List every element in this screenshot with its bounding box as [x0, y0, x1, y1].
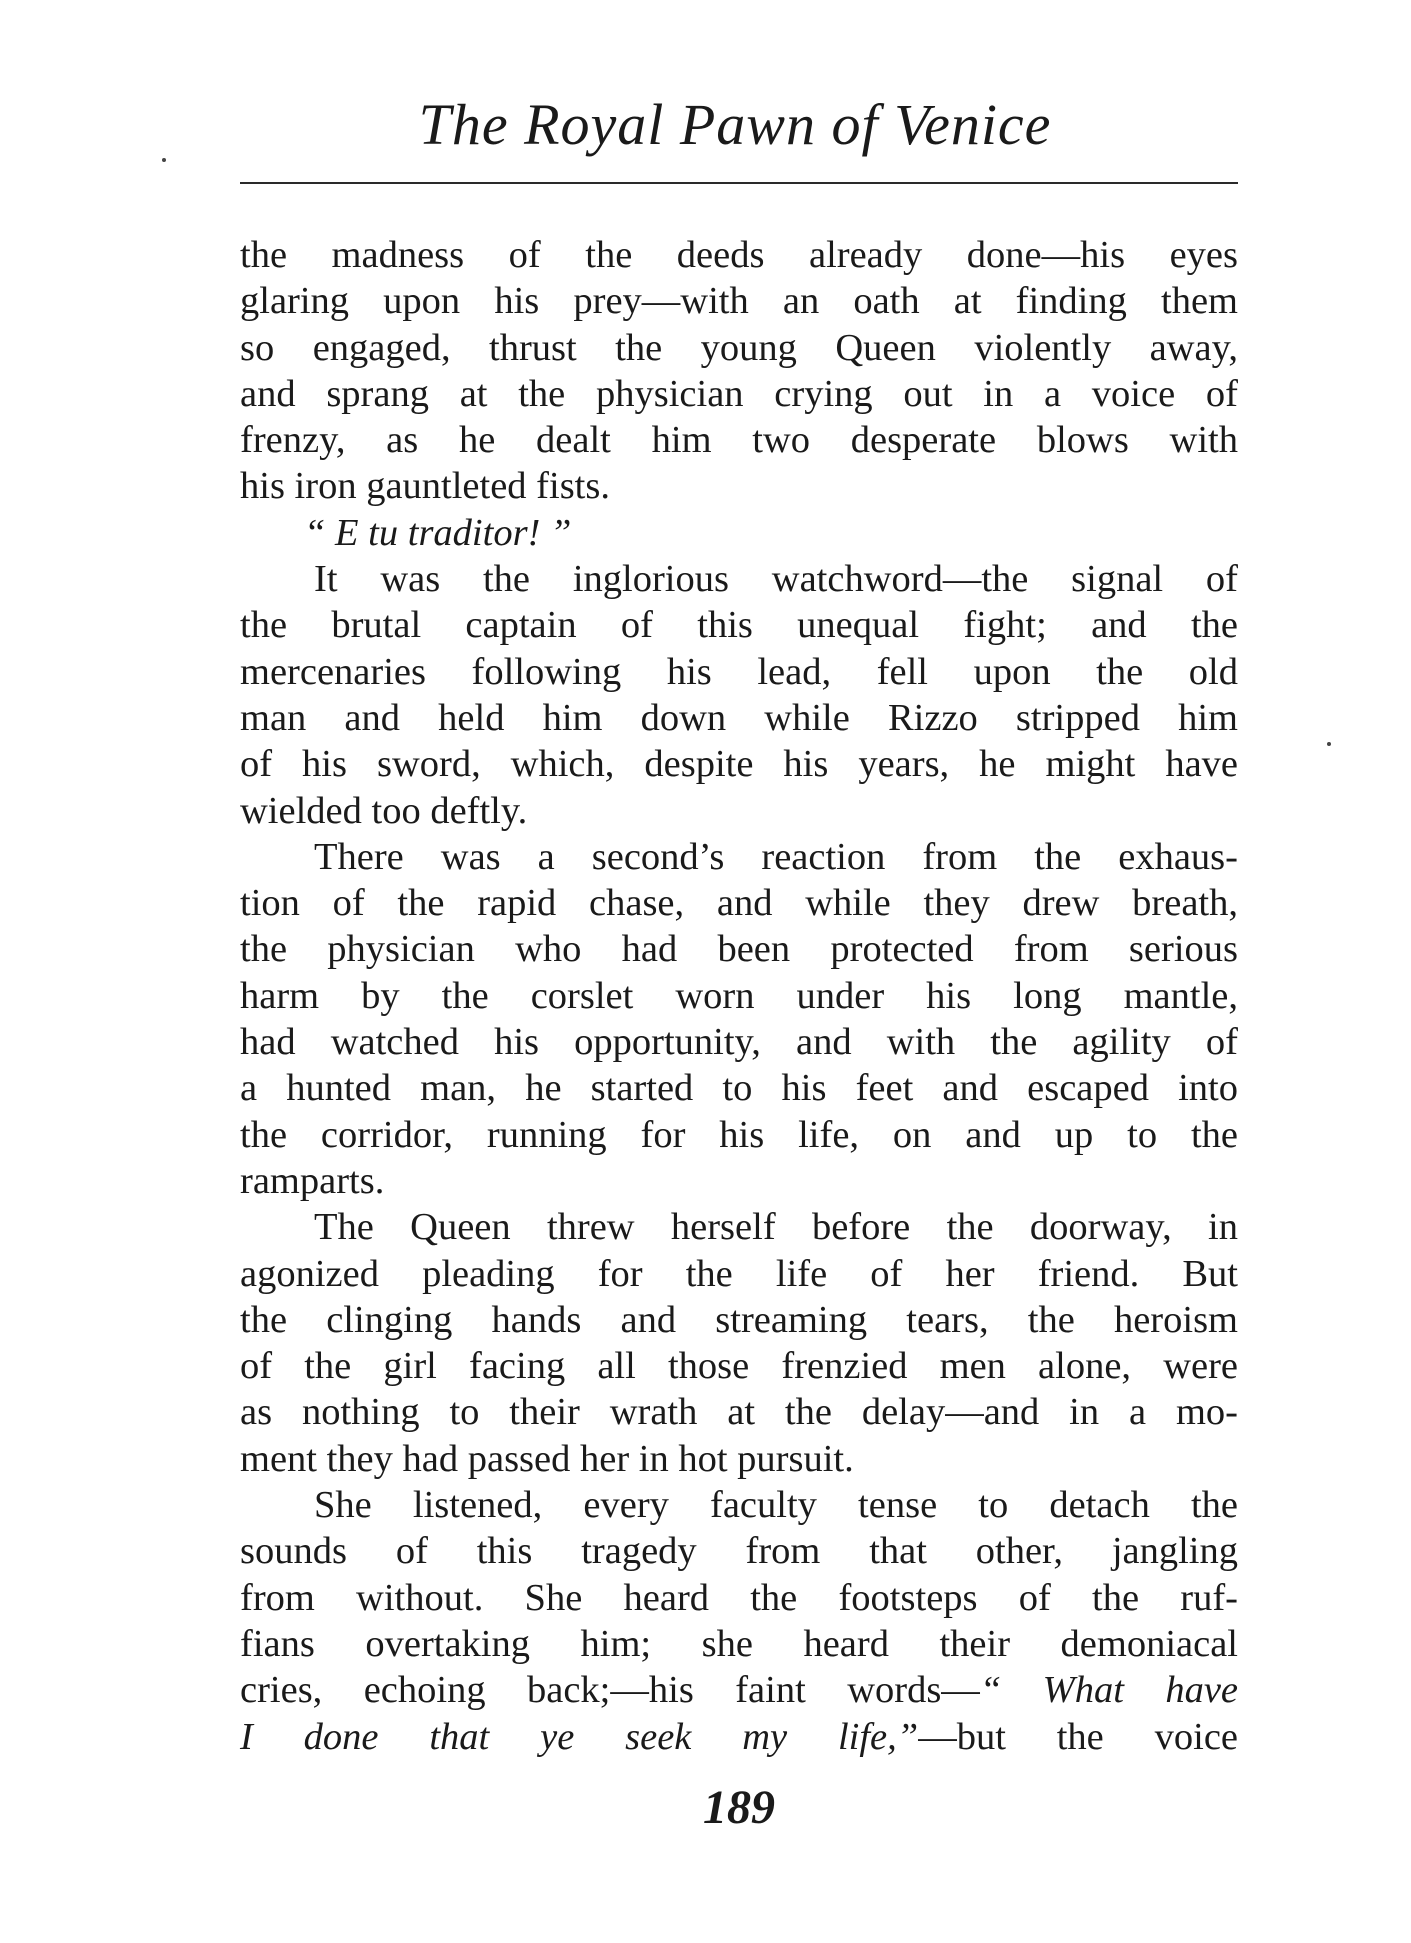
- text-line: of the girl facing all those frenzied men alone, were: [240, 1345, 1238, 1388]
- text-line: his iron gauntleted fists.: [240, 465, 610, 508]
- text-line: mercenaries following his lead, fell upon the old: [240, 650, 1238, 693]
- text-line: sounds of this tragedy from that other, jangling: [240, 1530, 1238, 1573]
- text-line-mixed: [240, 1667, 1238, 1713]
- text-line: agonized pleading for the life of her friend. But: [240, 1252, 1238, 1295]
- quoted-exclamation: “ E tu traditor! ”: [304, 511, 572, 554]
- text-line: tion of the rapid chase, and while they drew breath,: [240, 882, 1238, 925]
- text-line: harm by the corslet worn under his long mantle,: [240, 974, 1238, 1017]
- text-line: of his sword, which, despite his years, he might have: [240, 743, 1238, 786]
- text-line: the brutal captain of this unequal fight; and the: [240, 604, 1238, 647]
- text-line: from without. She heard the footsteps of the ruf-: [240, 1576, 1238, 1619]
- text-line: a hunted man, he started to his feet and escaped into: [240, 1067, 1238, 1110]
- running-title: The Royal Pawn of Venice: [418, 92, 1052, 157]
- italic-segment: I done that ye seek my life,”: [240, 1715, 919, 1758]
- text-line: the clinging hands and streaming tears, the heroism: [240, 1298, 1238, 1341]
- header-rule: [240, 182, 1238, 184]
- text-line: man and held him down while Rizzo stripped him: [240, 696, 1238, 739]
- text-segment: cries, echoing back;—his faint words—: [240, 1669, 980, 1712]
- text-line: ment they had passed her in hot pursuit.: [240, 1437, 854, 1480]
- text-line: fians overtaking him; she heard their demoniacal: [240, 1622, 1238, 1665]
- text-line: ramparts.: [240, 1159, 385, 1202]
- text-line-mixed: [240, 1714, 1238, 1760]
- italic-segment: “ What have: [979, 1669, 1239, 1712]
- text-line: frenzy, as he dealt him two desperate blows with: [240, 419, 1238, 462]
- text-line: The Queen threw herself before the doorway, in: [314, 1206, 1238, 1249]
- print-speck: [162, 158, 166, 162]
- text-line: glaring upon his prey—with an oath at finding them: [240, 280, 1238, 323]
- text-line: so engaged, thrust the young Queen violently away,: [240, 326, 1238, 369]
- text-line: had watched his opportunity, and with the agility of: [240, 1021, 1238, 1064]
- page-number: 189: [703, 1781, 775, 1834]
- text-line: There was a second’s reaction from the exhaus-: [314, 835, 1238, 878]
- print-speck: [1327, 742, 1331, 746]
- text-line: the physician who had been protected from serious: [240, 928, 1238, 971]
- text-segment: —but the voice: [918, 1715, 1238, 1758]
- text-line: It was the inglorious watchword—the signal of: [314, 558, 1238, 601]
- body-text: [240, 232, 1238, 1760]
- text-line: as nothing to their wrath at the delay—and in a mo-: [240, 1391, 1238, 1434]
- text-line: She listened, every faculty tense to detach the: [314, 1484, 1238, 1527]
- text-line: the madness of the deeds already done—his eyes: [240, 234, 1238, 276]
- text-line: wielded too deftly.: [240, 789, 528, 832]
- text-line: and sprang at the physician crying out in a voice of: [240, 372, 1238, 415]
- text-line: the corridor, running for his life, on and up to the: [240, 1113, 1238, 1156]
